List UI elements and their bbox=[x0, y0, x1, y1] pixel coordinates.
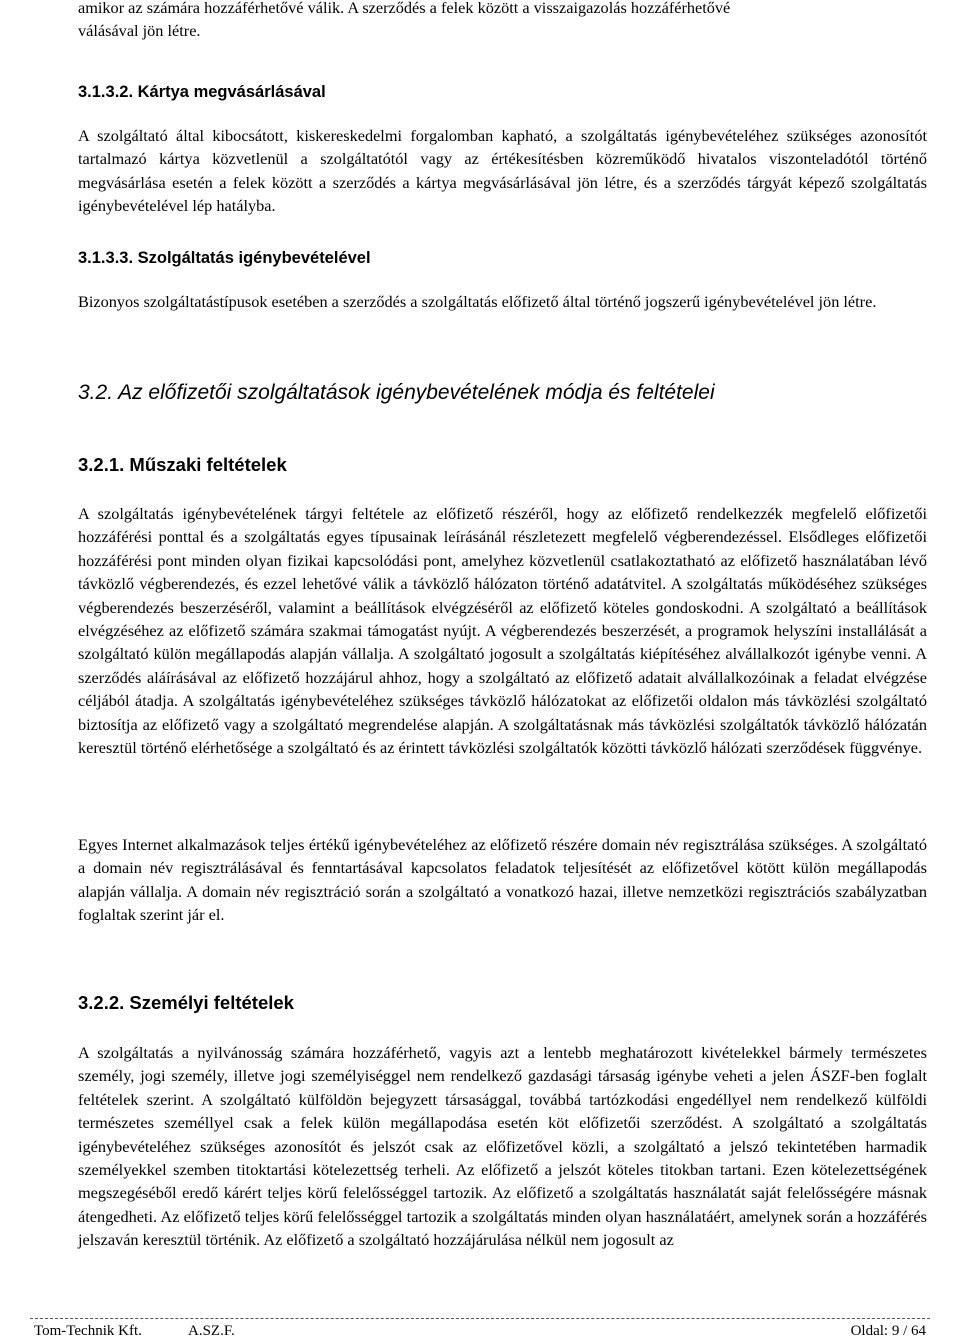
intro-line-2: válásával jön létre. bbox=[78, 21, 201, 41]
intro-line-1: amikor az számára hozzáférhetővé válik. A szerződés a felek között a visszaigazolás hozzáférhetővé bbox=[78, 0, 731, 17]
footer-divider bbox=[30, 1318, 930, 1319]
footer-company: Tom-Technik Kft. bbox=[34, 1323, 142, 1339]
section-heading-3-2-1: 3.2.1. Műszaki feltételek bbox=[78, 454, 287, 475]
section-body-3-2-1: A szolgáltatás igénybevételének tárgyi feltétele az előfizető részéről, hogy az előfizető rendelkezzék megfelelő előfizetői hozzáférési ponttal és a szolgáltatás egyes típusainak leírásánál részletezett megfelelő végberendezéssel. Elsődleges előfizetői hozzáférési pont minden olyan fizikai kapcsolódási pont, amelyhez közvetlenül csatlakoztatható az előfizető használatában lévő távközlő végberendezés, és ezzel lehetővé válik a távközlő hálózaton történő adatátvitel. A szolgáltatás működéséhez szükséges végberendezés beszerzéséről, valamint a beállítások elvégzéséről az előfizető köteles gondoskodni. A szolgáltató a beállítások elvégzéséhez az előfizető számára szakmai támogatást nyújt. A végberendezés beszerzését, a programok helyszíni installálását a szolgáltató külön megállapodás alapján vállalja. A szolgáltató jogosult a szolgáltatás kiépítéséhez alvállalkozót igénybe venni. A szerződés aláírásával az előfizető hozzájárul ahhoz, hogy a szolgáltató az előfizető adatait alvállalkozóinak a feladat elvégzése céljából átadja. A szolgáltatás igénybevételéhez szükséges távközlő hálózatokat az előfizetői oldalon más távközlési szolgáltató biztosítja az előfizető vagy a szolgáltató megrendelése alapján. A szolgáltatásnak más távközlési szolgáltatók távközlő hálózatán keresztül történő elérhetősége a szolgáltató és az érintett távközlési szolgáltatók közötti távközlő hálózati szerződések függvénye. bbox=[78, 504, 927, 758]
section-heading-3-2: 3.2. Az előfizetői szolgáltatások igénybevételének módja és feltételei bbox=[78, 381, 715, 404]
footer-document: A.SZ.F. bbox=[188, 1323, 235, 1339]
section-heading-3-2-2: 3.2.2. Személyi feltételek bbox=[78, 992, 294, 1013]
section-body-3-2-2: A szolgáltatás a nyilvánosság számára hozzáférhető, vagyis azt a lentebb meghatározott kivételekkel bármely természetes személy, jogi személy, illetve jogi személyiséggel nem rendelkező gazdasági társaság igénybe veheti a jelen ÁSZF-ben foglalt feltételek szerint. A szolgáltató külföldön bejegyzett társasággal, továbbá tartózkodási engedéllyel nem rendelkező külföldi természetes személlyel csak a felek külön megállapodása esetén köt előfizetői szerződést. A szolgáltató a szolgáltatás igénybevételéhez szükséges azonosítót és jelszót csak az előfizetővel közli, a szolgáltató a jelszó tekintetében harmadik személyekkel szemben titoktartási kötelezettség terheli. Az előfizető a jelszót köteles titokban tartani. Ezen kötelezettségének megszegéséből eredő kárért teljes körű felelősséggel tartozik. Az előfizető a szolgáltatás használatát saját felelősségére másnak átengedheti. Az előfizető teljes körű felelősséggel tartozik a szolgáltatás minden olyan használatáért, amelynek során a hozzáférés jelszaván keresztül történik. Az előfizető a szolgáltató hozzájárulása nélkül nem jogosult az bbox=[78, 1043, 927, 1250]
section-body-3-2-1-domain: Egyes Internet alkalmazások teljes értékű igénybevételéhez az előfizető részére domain név regisztrálása szükséges. A szolgáltató a domain név regisztrálásával és fenntartásával kapcsolatos feladatok teljesítését az előfizetővel kötött külön megállapodás alapján vállalja. A domain név regisztráció során a szolgáltató a vonatkozó hazai, illetve nemzetközi regisztrációs szabályzatban foglaltak szerint jár el. bbox=[78, 835, 927, 925]
intro-paragraph bbox=[78, 0, 927, 43]
section-heading-3-1-3-2: 3.1.3.2. Kártya megvásárlásával bbox=[78, 83, 326, 101]
section-heading-3-1-3-3: 3.1.3.3. Szolgáltatás igénybevételével bbox=[78, 249, 371, 267]
footer-page-number: Oldal: 9 / 64 bbox=[850, 1323, 926, 1339]
section-body-3-1-3-3: Bizonyos szolgáltatástípusok esetében a szerződés a szolgáltatás előfizető által történő jogszerű igénybevételével jön létre. bbox=[78, 292, 877, 311]
section-body-3-1-3-2: A szolgáltató által kibocsátott, kiskereskedelmi forgalomban kapható, a szolgáltatás igénybevételéhez szükséges azonosítót tartalmazó kártya közvetlenül a szolgáltatótól vagy az értékesítésben közreműködő hivatalos viszonteladótól történő megvásárlása esetén a felek között a szerződés a kártya megvásárlásával jön létre, és a szerződés tárgyát képező szolgáltatás igénybevételével lép hatályba. bbox=[78, 126, 927, 216]
